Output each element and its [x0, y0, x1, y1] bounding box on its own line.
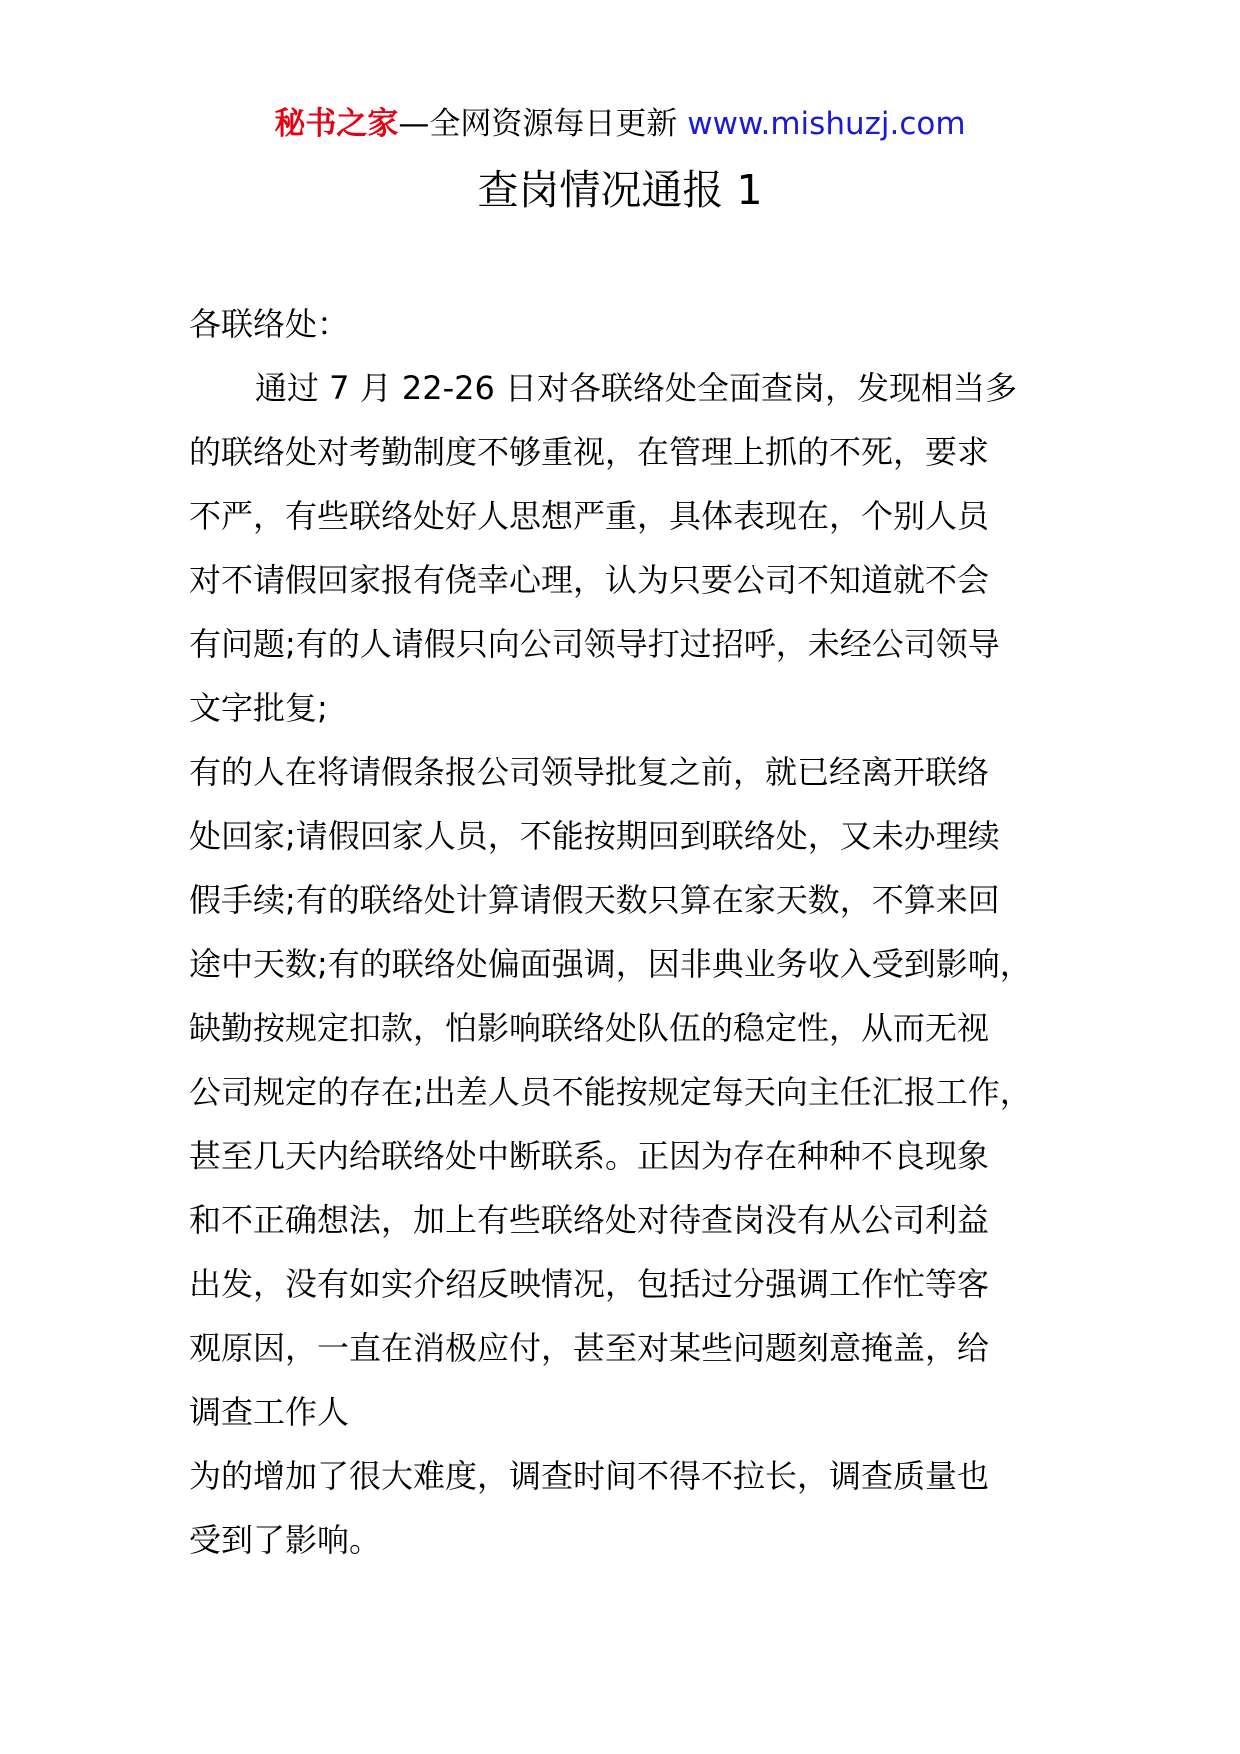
site-brand: 秘书之家: [274, 106, 399, 142]
paragraph-line: 处回家;请假回家人员，不能按期回到联络处，又未办理续: [189, 817, 1000, 855]
paragraph-line: 文字批复;: [189, 689, 328, 727]
paragraph-line: 出发，没有如实介绍反映情况，包括过分强调工作忙等客: [189, 1265, 990, 1303]
site-header: [0, 102, 1240, 146]
paragraph-line: 有的人在将请假条报公司领导批复之前，就已经离开联络: [189, 753, 990, 791]
paragraph-line: 假手续;有的联络处计算请假天数只算在家天数，不算来回: [189, 881, 1000, 919]
paragraph-line: 为的增加了很大难度，调查时间不得不拉长，调查质量也: [189, 1457, 990, 1495]
paragraph-line: 观原因，一直在消极应付，甚至对某些问题刻意掩盖，给: [189, 1329, 990, 1367]
paragraph-line: 途中天数;有的联络处偏面强调，因非典业务收入受到影响，: [189, 945, 1032, 983]
paragraph-line: 的联络处对考勤制度不够重视，在管理上抓的不死，要求: [189, 433, 990, 471]
paragraph-line: 甚至几天内给联络处中断联系。正因为存在种种不良现象: [189, 1137, 990, 1175]
paragraph-line: 不严，有些联络处好人思想严重，具体表现在，个别人员: [189, 497, 990, 535]
paragraph-line: 公司规定的存在;出差人员不能按规定每天向主任汇报工作，: [189, 1073, 1032, 1111]
site-url-link[interactable]: www.mishuzj.com: [687, 106, 966, 142]
paragraph-line: 有问题;有的人请假只向公司领导打过招呼，未经公司领导: [189, 625, 1000, 663]
paragraph-line: 通过 7 月 22-26 日对各联络处全面查岗，发现相当多: [255, 369, 1018, 407]
salutation-line: 各联络处：: [189, 305, 350, 343]
paragraph-line: 受到了影响。: [189, 1521, 382, 1559]
document-title: 查岗情况通报 1: [477, 166, 763, 214]
site-tagline: —全网资源每日更新: [398, 106, 678, 142]
paragraph-line: 调查工作人: [189, 1393, 350, 1431]
paragraph-line: 对不请假回家报有侥幸心理，认为只要公司不知道就不会: [189, 561, 990, 599]
paragraph-line: 和不正确想法，加上有些联络处对待查岗没有从公司利益: [189, 1201, 990, 1239]
paragraph-line: 缺勤按规定扣款，怕影响联络处队伍的稳定性，从而无视: [189, 1009, 990, 1047]
